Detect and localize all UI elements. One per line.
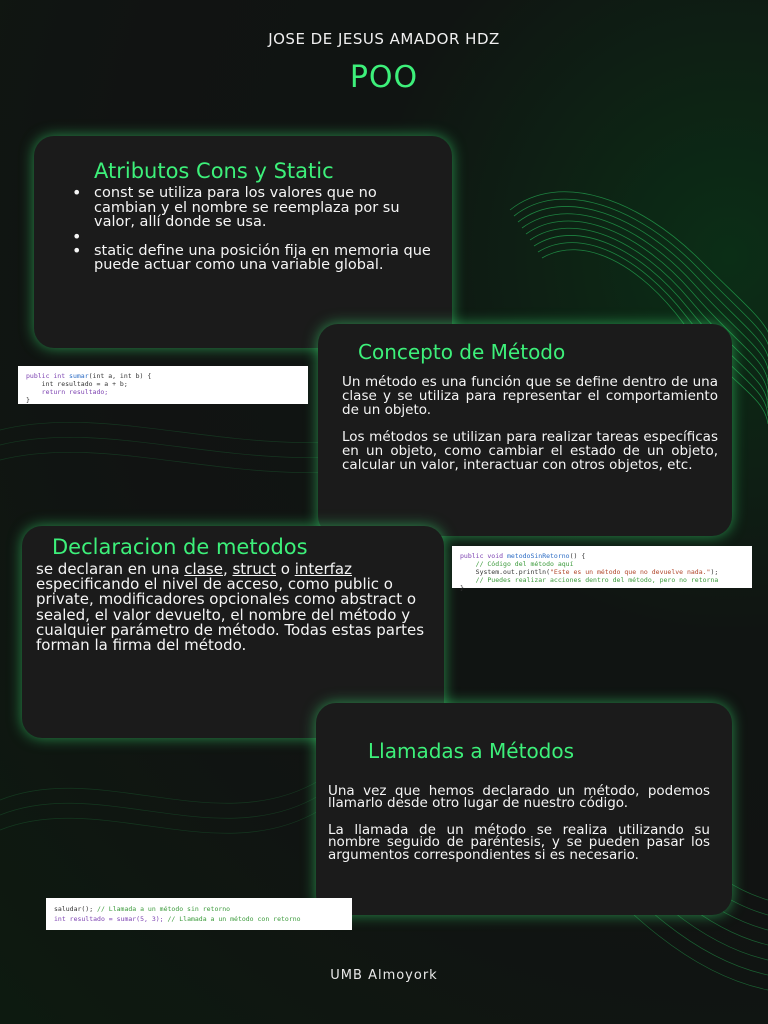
llamadas-paragraph-2: La llamada de un método se realiza utilizando su nombre seguido de paréntesis, y se pueden pasar los argumentos correspondientes si es necesario. bbox=[328, 821, 710, 863]
code-token: (int a, int b) { bbox=[88, 372, 152, 380]
code-token: System.out.println( bbox=[460, 568, 551, 576]
card-concepto bbox=[318, 324, 732, 536]
code-token: saludar(); bbox=[54, 905, 98, 913]
card-atributos-title: Atributos Cons y Static bbox=[94, 159, 334, 183]
code-line: return resultado; bbox=[26, 388, 109, 396]
code-line: // Puedes realizar acciones dentro del método, pero no retorna bbox=[460, 576, 719, 584]
code-line: } bbox=[460, 584, 464, 592]
code-snippet-sumar bbox=[18, 366, 308, 404]
atributos-list bbox=[94, 186, 432, 273]
link-clase[interactable]: clase bbox=[184, 560, 223, 578]
code-token: // Llamada a un método sin retorno bbox=[97, 905, 231, 913]
code-token: public void bbox=[460, 552, 507, 560]
declaracion-paragraph bbox=[36, 562, 430, 653]
code-snippet-sin-retorno bbox=[452, 546, 752, 592]
card-atributos bbox=[34, 136, 452, 348]
code-token: public int bbox=[26, 372, 70, 380]
declaracion-text: o bbox=[275, 560, 295, 578]
author-name: JOSE DE JESUS AMADOR HDZ bbox=[268, 30, 500, 48]
link-struct[interactable]: struct bbox=[232, 560, 276, 578]
code-line: int resultado = a + b; bbox=[26, 380, 128, 388]
llamadas-paragraph-1: Una vez que hemos declarado un método, podemos llamarlo desde otro lugar de nuestro código. bbox=[328, 783, 710, 812]
code-token: () { bbox=[569, 552, 586, 560]
declaracion-text: se declaran en una bbox=[36, 560, 185, 578]
concepto-paragraph-2: Los métodos se utilizan para realizar tareas específicas en un objeto, como cambiar el estado de un objeto, calcular un valor, interactuar con otros objetos, etc. bbox=[342, 429, 718, 473]
concepto-paragraph-1: Un método es una función que se define dentro de una clase y se utiliza para representar el comportamiento de un objeto. bbox=[342, 374, 718, 418]
card-concepto-title: Concepto de Método bbox=[358, 340, 566, 364]
code-token: sumar bbox=[69, 372, 89, 380]
page-title: POO bbox=[349, 60, 419, 95]
card-llamadas bbox=[316, 703, 732, 915]
card-llamadas-title: Llamadas a Métodos bbox=[368, 739, 575, 763]
code-token: ); bbox=[710, 568, 719, 576]
link-interfaz[interactable]: interfaz bbox=[294, 560, 353, 578]
code-token: metodoSinRetorno bbox=[506, 552, 570, 560]
atributos-bullet-const: • const se utiliza para los valores que no cambian y el nombre se reemplaza por su valor, allí donde se usa. bbox=[94, 186, 432, 230]
atributos-bullet-static: • static define una posición fija en memoria que puede actuar como una variable global. bbox=[94, 244, 432, 273]
code-token: // Llamada a un método con retorno bbox=[167, 915, 301, 923]
declaracion-text: , bbox=[222, 560, 233, 578]
declaracion-text: especificando el nivel de acceso, como public o private, modificadores opcionales como abstract o sealed, el valor devuelto, el nombre del método y cualquier parámetro de método. Todas estas partes forman la firma del método. bbox=[36, 575, 425, 655]
card-declaracion-title: Declaracion de metodos bbox=[52, 535, 308, 559]
code-token: "Este es un método que no devuelve nada." bbox=[550, 568, 711, 576]
code-line: } bbox=[26, 396, 30, 404]
code-line: // Código del método aquí bbox=[460, 560, 574, 568]
footer-label: UMB Almoyork bbox=[330, 968, 438, 983]
code-snippet-llamadas bbox=[46, 898, 352, 930]
atributos-bullet-empty bbox=[94, 230, 432, 244]
code-token: int resultado = sumar(5, 3); bbox=[54, 915, 168, 923]
